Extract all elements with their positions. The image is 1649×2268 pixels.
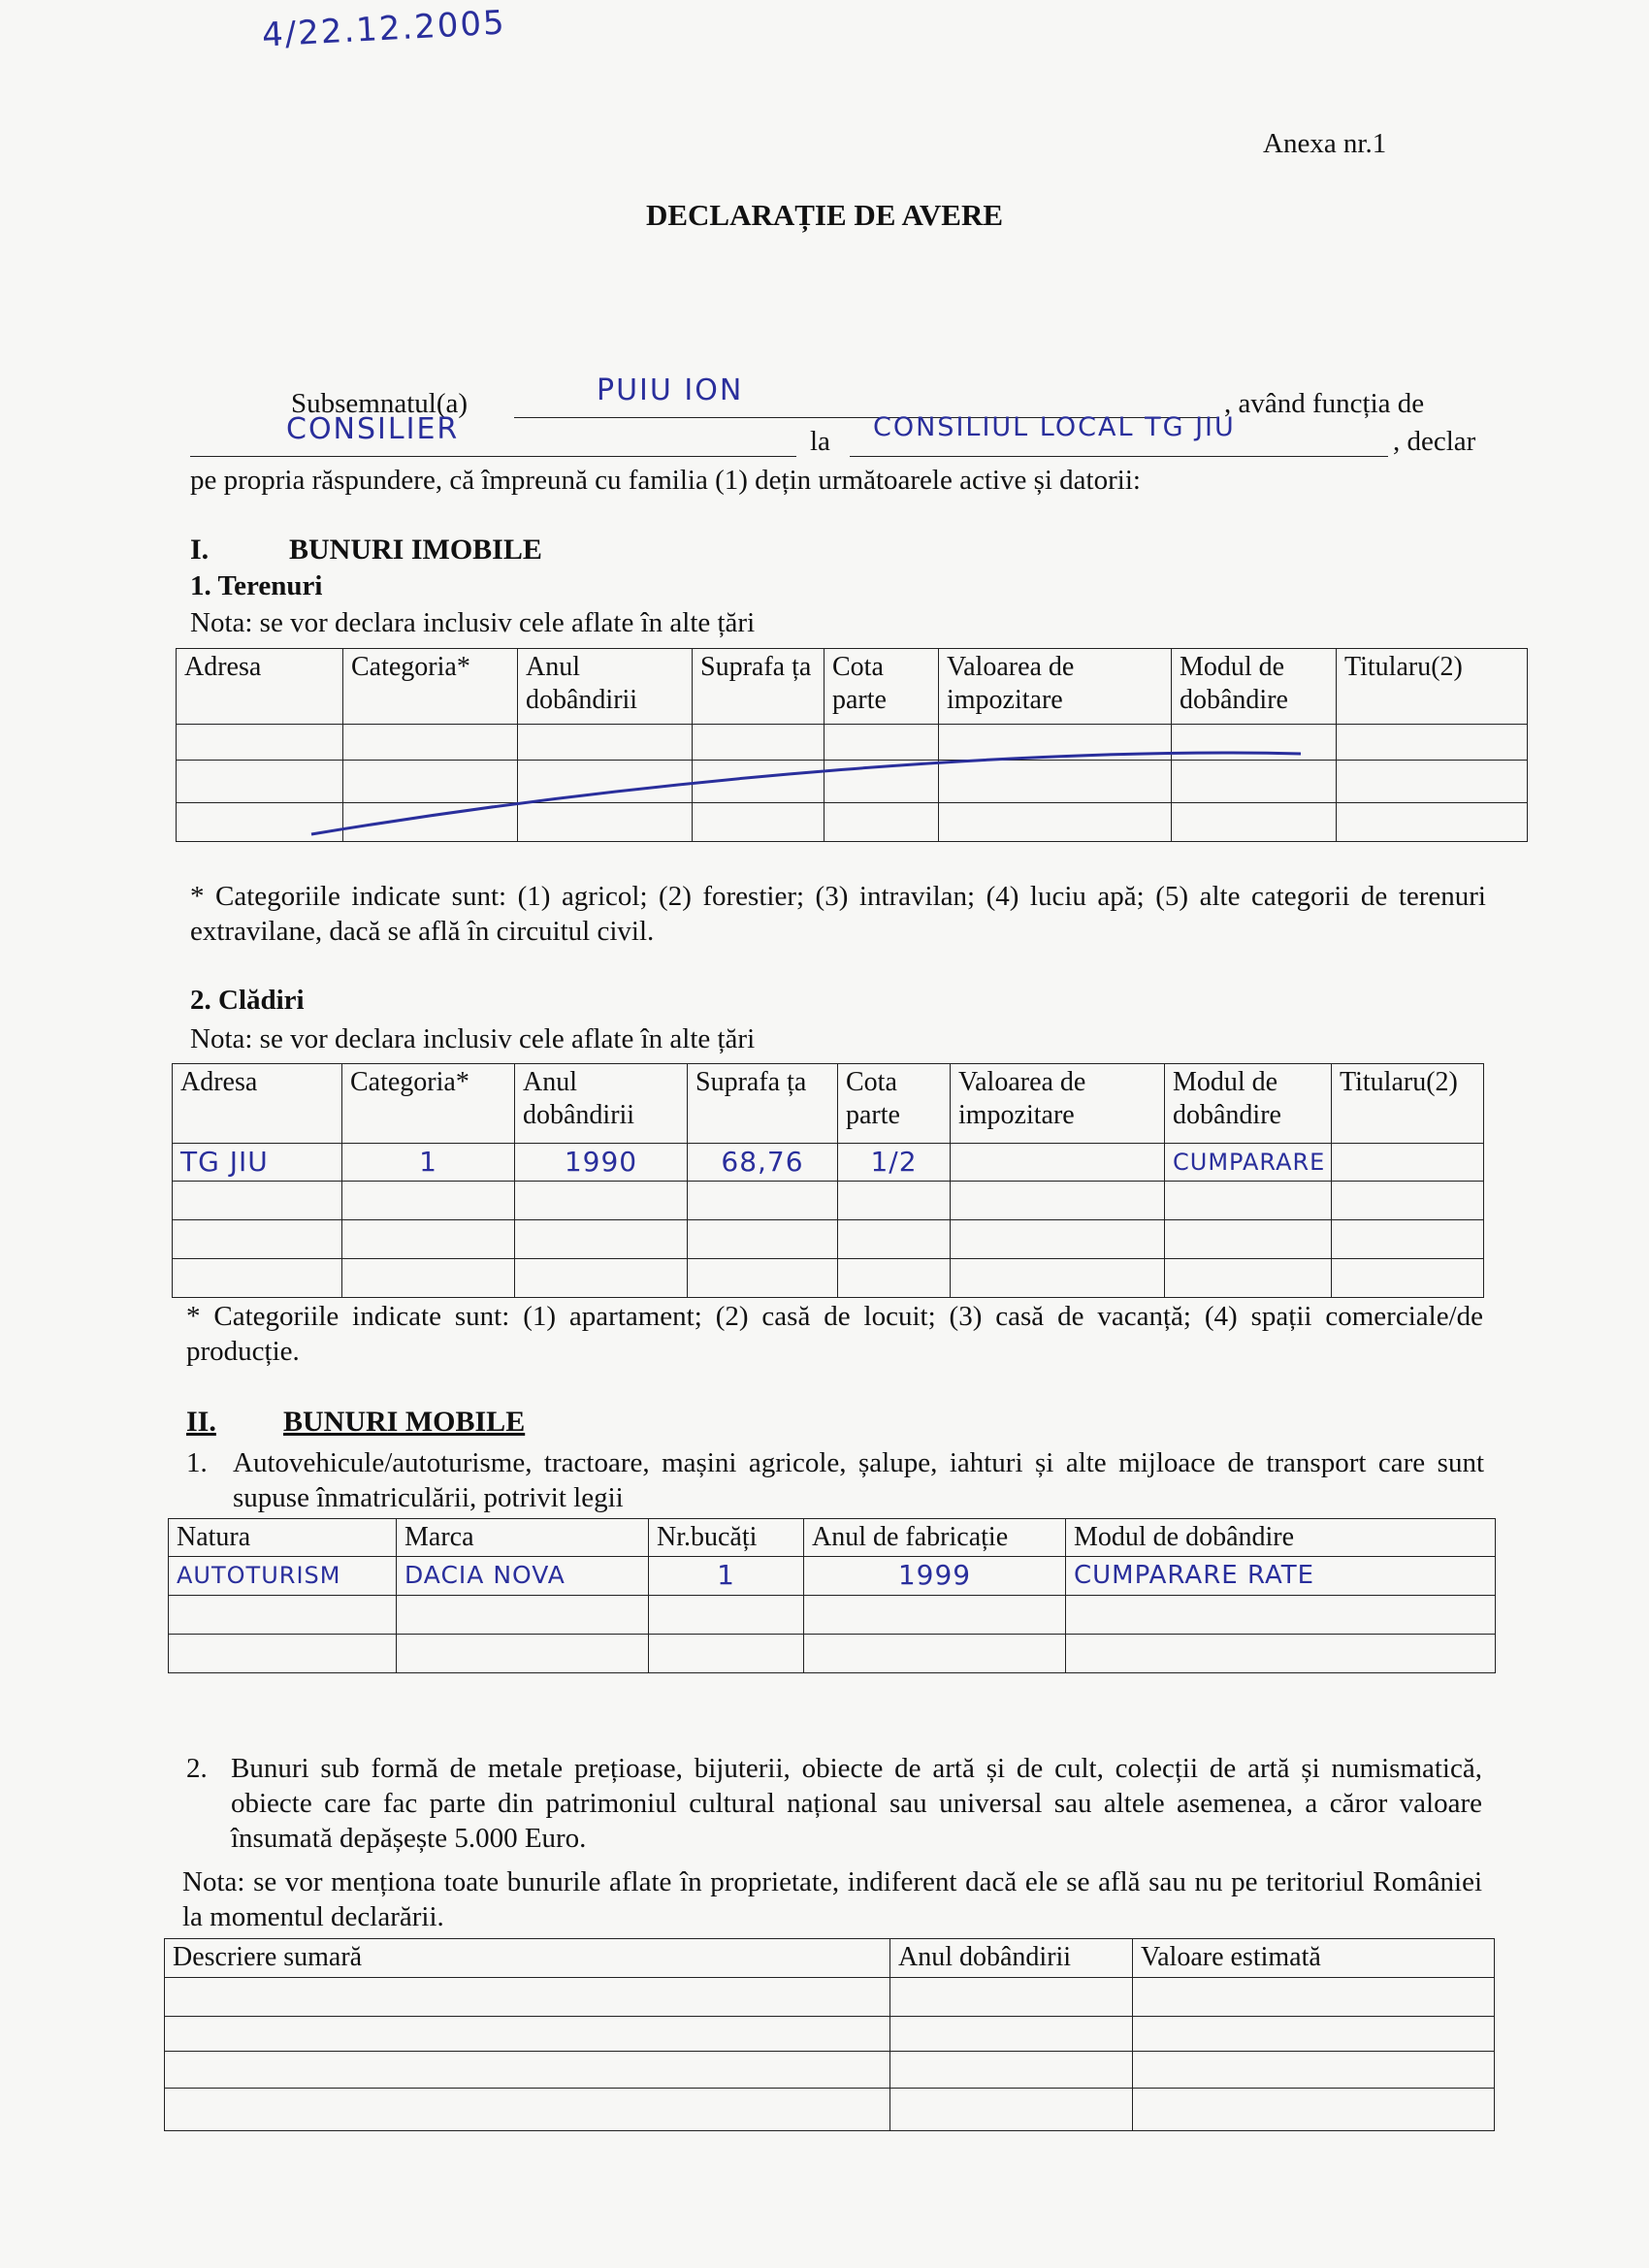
declaration-statement: pe propria răspundere, că împreună cu familia (1) dețin următoarele active și datorii: [190,465,1141,496]
name-field[interactable]: PUIU ION [597,373,744,407]
col-anul-dobandirii: Anul dobândirii [890,1939,1133,1978]
auto-nr-value: 1 [649,1557,804,1596]
col-valoarea: Valoarea de impozitare [939,649,1172,725]
cladiri-note: Nota: se vor declara inclusiv cele aflate în alte țări [190,1023,756,1054]
table-row [169,1557,1496,1596]
terenuri-heading: 1. Terenuri [190,570,323,601]
table-row [165,2017,1495,2052]
bunuri-table [164,1938,1495,2131]
section-1-title: BUNURI IMOBILE [289,534,542,566]
col-anul: Anul dobândirii [518,649,693,725]
subsemnatul-label: Subsemnatul(a) [291,388,469,419]
cladiri-header-row [173,1064,1484,1144]
institution-field[interactable]: CONSILIUL LOCAL TG JIU [873,412,1236,442]
col-titular: Titularu(2) [1332,1064,1484,1144]
col-titular: Titularu(2) [1337,649,1528,725]
functia-label: , având funcția de [1224,388,1425,419]
function-blank-line [190,456,796,457]
terenuri-note: Nota: se vor declara inclusiv cele aflate în alte țări [190,607,756,638]
col-valoarea: Valoarea de impozitare [951,1064,1165,1144]
auto-header-row [169,1519,1496,1557]
auto-modul-value: CUMPARARE RATE [1066,1557,1496,1596]
declar-label: , declar [1393,426,1476,457]
auto-anul-value: 1999 [804,1557,1066,1596]
cladiri-anul-value: 1990 [515,1144,688,1182]
bunuri-header-row [165,1939,1495,1978]
cladiri-table [172,1063,1484,1298]
table-row [169,1596,1496,1635]
autovehicule-table [168,1518,1496,1673]
institution-blank-line [850,456,1388,457]
col-nr-bucati: Nr.bucăți [649,1519,804,1557]
handwritten-date: 4/22.12.2005 [261,3,507,55]
col-categoria: Categoria* [343,649,518,725]
table-row [173,1220,1484,1259]
function-field[interactable]: CONSILIER [286,412,460,446]
col-modul-dobandire: Modul de dobândire [1066,1519,1496,1557]
col-adresa: Adresa [177,649,343,725]
col-descriere: Descriere sumară [165,1939,890,1978]
col-anul: Anul dobândirii [515,1064,688,1144]
cladiri-footnote: * Categoriile indicate sunt: (1) apartament; (2) casă de locuit; (3) casă de vacanță; (4) spații comerciale/de producție. [186,1301,1483,1367]
auto-natura-value: AUTOTURISM [169,1557,397,1596]
cladiri-suprafata-value: 68,76 [688,1144,838,1182]
col-adresa: Adresa [173,1064,342,1144]
bunuri-note: Nota: se vor menționa toate bunurile aflate în proprietate, indiferent dacă ele se află sau nu pe teritoriul României la momentul declarării. [182,1866,1482,1932]
table-row [173,1182,1484,1220]
cladiri-valoarea-value [951,1144,1165,1182]
cladiri-modul-value: CUMPARARE [1165,1144,1332,1182]
annex-label: Anexa nr.1 [1263,128,1387,159]
cladiri-heading: 2. Clădiri [190,985,305,1016]
section-2-title: BUNURI MOBILE [283,1406,526,1438]
col-cota: Cota parte [824,649,939,725]
col-suprafata: Suprafa ța [693,649,824,725]
col-modul: Modul de dobândire [1172,649,1337,725]
table-row [173,1259,1484,1298]
section-1-number: I. [190,534,210,566]
section-2-number: II. [186,1406,216,1438]
cladiri-adresa-value: TG JIU [173,1144,342,1182]
cladiri-titular-value [1332,1144,1484,1182]
cladiri-categoria-value: 1 [342,1144,515,1182]
terenuri-header-row [177,649,1528,725]
col-natura: Natura [169,1519,397,1557]
col-modul: Modul de dobândire [1165,1064,1332,1144]
bunuri-intro-number: 2. [186,1753,208,1784]
col-marca: Marca [397,1519,649,1557]
table-row [165,1978,1495,2017]
table-row [173,1144,1484,1182]
col-categoria: Categoria* [342,1064,515,1144]
strike-through-line [176,718,1534,844]
auto-marca-value: DACIA NOVA [397,1557,649,1596]
table-row [165,2052,1495,2089]
col-suprafata: Suprafa ța [688,1064,838,1144]
col-cota: Cota parte [838,1064,951,1144]
terenuri-footnote: * Categoriile indicate sunt: (1) agricol; (2) forestier; (3) intravilan; (4) luciu apă; (5) alte categorii de terenuri extravilane, dacă se află în circuitul civil. [190,881,1486,947]
col-valoare-estimata: Valoare estimată [1133,1939,1495,1978]
cladiri-cota-value: 1/2 [838,1144,951,1182]
auto-intro: Autovehicule/autoturisme, tractoare, mașini agricole, șalupe, iahturi și alte mijloace de transport care sunt supuse înmatriculării, potrivit legii [233,1447,1484,1513]
la-label: la [810,426,830,457]
bunuri-intro: Bunuri sub formă de metale prețioase, bijuterii, obiecte de artă și de cult, colecții de artă și numismatică, obiecte care fac parte din patrimoniul cultural național sau universal sau altele asemenea, a căror valoare însumată depășește 5.000 Euro. [231,1753,1482,1854]
page-title: DECLARAȚIE DE AVERE [645,198,1004,232]
col-anul-fabricatie: Anul de fabricație [804,1519,1066,1557]
auto-intro-number: 1. [186,1447,208,1478]
table-row [165,2089,1495,2131]
table-row [169,1635,1496,1673]
